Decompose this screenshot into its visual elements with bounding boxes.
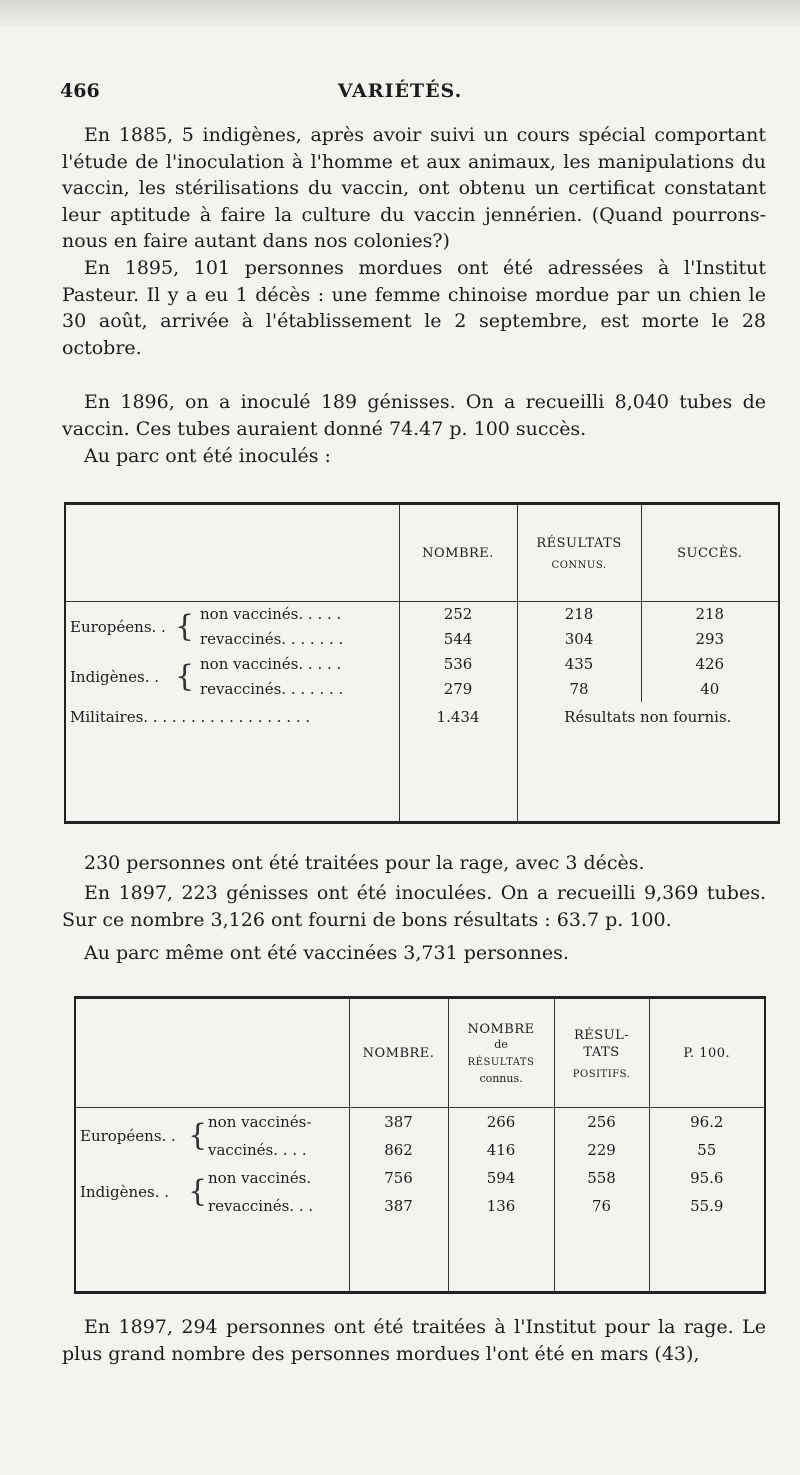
- spacer: [349, 1220, 448, 1293]
- spacer: [448, 1220, 554, 1293]
- cell-positifs: 76: [554, 1192, 649, 1220]
- spacer: [649, 1220, 765, 1293]
- spacer: [554, 1220, 649, 1293]
- row-label-indigenes-non-vaccines: non vaccinés. . . . .: [200, 655, 342, 673]
- header-de: de: [494, 1038, 508, 1051]
- cell-connus: 594: [448, 1164, 554, 1192]
- cell-nombre: 536: [399, 652, 517, 677]
- row-label-indigenes-non-vaccines: non vaccinés.: [208, 1168, 312, 1187]
- group-label-indigenes: Indigènes. .: [80, 1182, 170, 1201]
- header-pourcentage: P. 100.: [649, 998, 765, 1108]
- header-resultats: RÉSULTATS: [467, 1057, 535, 1068]
- spacer: [399, 732, 517, 823]
- spacer: [75, 1220, 349, 1293]
- cell-nombre: 544: [399, 627, 517, 652]
- row-label-europeens-non-vaccines: non vaccinés-: [208, 1112, 312, 1131]
- cell-resultats-non-fournis: Résultats non fournis.: [517, 702, 779, 732]
- cell-nombre: 279: [399, 677, 517, 702]
- group-label-europeens: Européens. .: [80, 1126, 176, 1145]
- running-title: VARIÉTÉS.: [337, 80, 463, 102]
- cell-resultats: 304: [517, 627, 641, 652]
- cell-positifs: 229: [554, 1136, 649, 1164]
- paragraph-parc-1896: Au parc ont été inoculés :: [84, 445, 331, 467]
- scan-edge: [0, 0, 800, 26]
- cell-succes: 218: [641, 602, 779, 627]
- cell-resultats: 435: [517, 652, 641, 677]
- cell-pourcentage: 55: [649, 1136, 765, 1164]
- cell-nombre: 387: [349, 1192, 448, 1220]
- cell-succes: 426: [641, 652, 779, 677]
- row-label-europeens-vaccines: vaccinés. . . .: [208, 1140, 307, 1159]
- header-resultats: RÉSULTATS: [536, 536, 622, 551]
- header-connus: CONNUS.: [551, 560, 607, 571]
- row-label-indigenes-revaccines: revaccinés. . . . . . .: [200, 680, 344, 698]
- header-blank: [75, 998, 349, 1108]
- vaccination-table-1896: [64, 502, 780, 824]
- cell-connus: 416: [448, 1136, 554, 1164]
- paragraph-1895: En 1895, 101 personnes mordues ont été adressées à l'Institut Pasteur. Il y a eu 1 décès : une femme chinoise mordue par un chien le 30 août, arrivée à l'établissement le 2 septembre, est morte le 28 octobre.: [62, 257, 766, 359]
- paragraph-rage-1896: 230 personnes ont été traitées pour la rage, avec 3 décès.: [84, 852, 645, 874]
- row-label-europeens-revaccines: revaccinés. . . . . . .: [200, 630, 344, 648]
- paragraph-1885: En 1885, 5 indigènes, après avoir suivi un cours spécial comportant l'étude de l'inoculation à l'homme et aux animaux, les manipulations du vaccin, les stérilisations du vaccin, ont obtenu un certificat constatant leur aptitude à faire la culture du vaccin jennérien. (Quand pourrons-nous en faire autant dans nos colonies?): [62, 124, 766, 252]
- cell-succes: 40: [641, 677, 779, 702]
- header-resultats-connus: [517, 504, 641, 602]
- header-nombre: NOMBRE.: [349, 998, 448, 1108]
- row-label-europeens-non-vaccines: non vaccinés. . . . .: [200, 605, 342, 624]
- cell-resultats: 218: [517, 602, 641, 627]
- cell-succes: 293: [641, 627, 779, 652]
- cell-nombre: 862: [349, 1136, 448, 1164]
- group-label-indigenes: Indigènes. .: [70, 667, 160, 686]
- cell-connus: 266: [448, 1108, 554, 1136]
- cell-nombre: 1.434: [399, 702, 517, 732]
- header-nombre-top: NOMBRE: [467, 1022, 535, 1037]
- cell-nombre: 387: [349, 1108, 448, 1136]
- brace-europeens: {: [188, 1117, 208, 1153]
- paragraph-rage-1897: En 1897, 294 personnes ont été traitées à l'Institut pour la rage. Le plus grand nombre des personnes mordues l'ont été en mars (43),: [62, 1316, 766, 1365]
- row-label-militaires: Militaires. . . . . . . . . . . . . . . . . .: [70, 707, 311, 726]
- spacer: [517, 732, 779, 823]
- cell-connus: 136: [448, 1192, 554, 1220]
- header-resul: RÉSUL-: [573, 1027, 630, 1043]
- row-label-indigenes-revaccines: revaccinés. . .: [208, 1196, 314, 1215]
- page-number: 466: [60, 80, 100, 102]
- header-succes: SUCCÈS.: [641, 504, 779, 602]
- header-tats: TATS: [583, 1044, 620, 1060]
- header-connus: connus.: [479, 1072, 523, 1085]
- cell-positifs: 558: [554, 1164, 649, 1192]
- brace-europeens: {: [174, 608, 195, 644]
- header-blank: [65, 504, 399, 602]
- cell-nombre: 252: [399, 602, 517, 627]
- cell-pourcentage: 96.2: [649, 1108, 765, 1136]
- cell-pourcentage: 95.6: [649, 1164, 765, 1192]
- cell-nombre: 756: [349, 1164, 448, 1192]
- paragraph-1897-genisses: En 1897, 223 génisses ont été inoculées. On a recueilli 9,369 tubes. Sur ce nombre 3,126 ont fourni de bons résultats : 63.7 p. 100.: [62, 882, 766, 931]
- header-resultats-positifs: [554, 998, 649, 1108]
- group-label-europeens: Européens. .: [70, 617, 166, 636]
- cell-positifs: 256: [554, 1108, 649, 1136]
- cell-pourcentage: 55.9: [649, 1192, 765, 1220]
- paragraph-parc-1897: Au parc même ont été vaccinées 3,731 personnes.: [84, 942, 569, 964]
- header-nombre: NOMBRE.: [399, 504, 517, 602]
- header-positifs: POSITIFS.: [572, 1068, 631, 1080]
- paragraph-1896: En 1896, on a inoculé 189 génisses. On a recueilli 8,040 tubes de vaccin. Ces tubes auraient donné 74.47 p. 100 succès.: [62, 391, 766, 440]
- spacer: [65, 732, 399, 823]
- vaccination-table-1897: [74, 996, 766, 1294]
- brace-indigenes: {: [188, 1173, 208, 1209]
- brace-indigenes: {: [174, 658, 195, 694]
- cell-resultats: 78: [517, 677, 641, 702]
- header-nombre-resultats-connus: [448, 998, 554, 1108]
